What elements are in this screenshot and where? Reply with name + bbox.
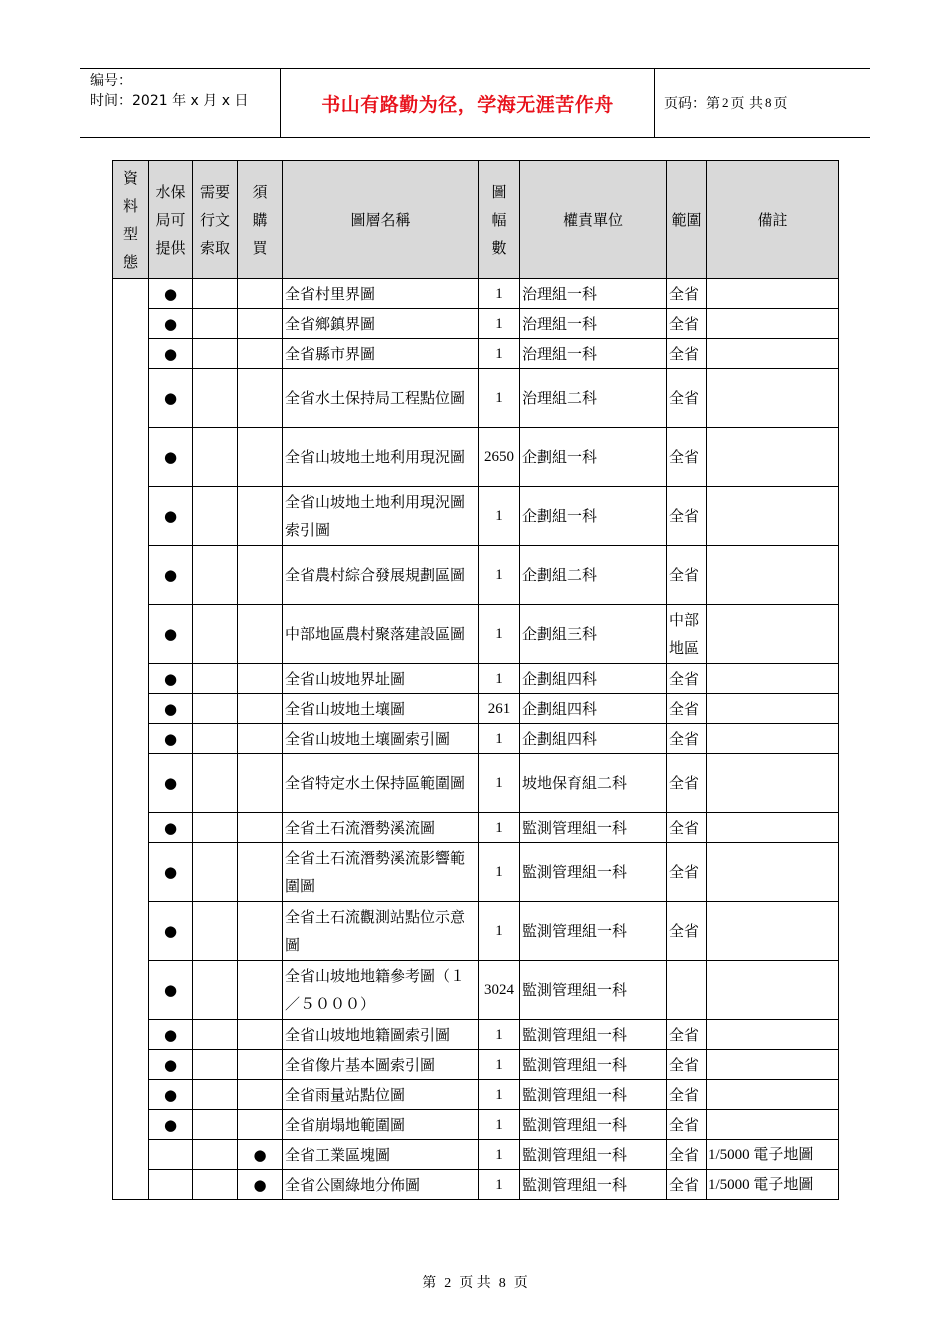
request-cell	[193, 1110, 238, 1140]
unit-cell: 監測管理組一科	[520, 1140, 667, 1170]
col-sheets	[479, 161, 520, 279]
scope-cell: 全省	[667, 369, 707, 428]
request-cell	[193, 428, 238, 487]
header-line: 態	[122, 252, 138, 271]
layer-name-cell: 全省村里界圖	[283, 279, 479, 309]
note-cell	[707, 902, 839, 961]
request-cell	[193, 369, 238, 428]
unit-cell: 監測管理組一科	[520, 1050, 667, 1080]
sheets-cell: 1	[479, 1110, 520, 1140]
unit-cell: 監測管理組一科	[520, 1020, 667, 1050]
table-row	[113, 813, 839, 843]
footer-prefix: 第	[422, 1276, 437, 1291]
request-cell	[193, 694, 238, 724]
scope-cell: 全省	[667, 1170, 707, 1200]
provide-cell: ●	[149, 1110, 193, 1140]
buy-cell	[238, 724, 283, 754]
page-prefix: 页码：第	[664, 96, 720, 112]
table-row	[113, 664, 839, 694]
buy-cell	[238, 1020, 283, 1050]
table-row	[113, 1170, 839, 1200]
sheets-cell: 1	[479, 724, 520, 754]
header-divider	[654, 69, 655, 137]
note-cell	[707, 1110, 839, 1140]
layer-name-cell: 全省土石流觀測站點位示意圖	[283, 902, 479, 961]
table-row	[113, 754, 839, 813]
header-line: 行文	[199, 210, 230, 229]
scope-cell: 中部地區	[667, 605, 707, 664]
scope-cell: 全省	[667, 428, 707, 487]
sheets-cell: 1	[479, 754, 520, 813]
note-cell: 1/5000 電子地圖	[707, 1170, 839, 1200]
scope-cell: 全省	[667, 813, 707, 843]
buy-cell	[238, 487, 283, 546]
provide-cell: ●	[149, 813, 193, 843]
unit-cell: 治理組一科	[520, 339, 667, 369]
sheets-cell: 1	[479, 843, 520, 902]
request-cell	[193, 813, 238, 843]
sheets-cell: 1	[479, 813, 520, 843]
layer-name-cell: 全省山坡地地籍參考圖（１／５０００）	[283, 961, 479, 1020]
note-cell	[707, 428, 839, 487]
sheets-cell: 2650	[479, 428, 520, 487]
buy-cell	[238, 546, 283, 605]
header-line: 提供	[155, 238, 186, 257]
scope-cell: 全省	[667, 546, 707, 605]
request-cell	[193, 961, 238, 1020]
layer-name-cell: 全省雨量站點位圖	[283, 1080, 479, 1110]
buy-cell	[238, 902, 283, 961]
table-row	[113, 1140, 839, 1170]
sheets-cell: 1	[479, 279, 520, 309]
buy-cell	[238, 369, 283, 428]
provide-cell: ●	[149, 309, 193, 339]
provide-cell: ●	[149, 961, 193, 1020]
provide-cell: ●	[149, 1020, 193, 1050]
scope-cell: 全省	[667, 1080, 707, 1110]
provide-cell: ●	[149, 428, 193, 487]
header-line: 圖	[491, 182, 507, 201]
header-motto: 书山有路勤为径，学海无涯苦作舟	[321, 93, 614, 116]
buy-cell	[238, 1050, 283, 1080]
layer-name-cell: 全省工業區塊圖	[283, 1140, 479, 1170]
unit-cell: 企劃組一科	[520, 428, 667, 487]
request-cell	[193, 754, 238, 813]
table-row	[113, 1080, 839, 1110]
buy-cell	[238, 1080, 283, 1110]
layer-name-cell: 全省農村綜合發展規劃區圖	[283, 546, 479, 605]
unit-cell: 治理組二科	[520, 369, 667, 428]
header-line: 資	[122, 168, 138, 187]
layer-name-cell: 全省像片基本圖索引圖	[283, 1050, 479, 1080]
unit-cell: 企劃組二科	[520, 546, 667, 605]
buy-cell	[238, 605, 283, 664]
request-cell	[193, 1080, 238, 1110]
scope-cell: 全省	[667, 1110, 707, 1140]
header-line: 數	[491, 238, 507, 257]
unit-cell: 監測管理組一科	[520, 1110, 667, 1140]
provide-cell: ●	[149, 369, 193, 428]
note-cell: 1/5000 電子地圖	[707, 1140, 839, 1170]
footer-current: 2	[444, 1276, 452, 1291]
header-line: 買	[252, 238, 268, 257]
provide-cell: ●	[149, 605, 193, 664]
buy-cell	[238, 1110, 283, 1140]
layer-name-cell: 全省山坡地地籍圖索引圖	[283, 1020, 479, 1050]
layer-name-cell: 全省山坡地土壤圖索引圖	[283, 724, 479, 754]
header-page-number	[664, 69, 787, 137]
layer-name-cell: 全省縣市界圖	[283, 339, 479, 369]
sheets-cell: 1	[479, 1080, 520, 1110]
scope-cell: 全省	[667, 694, 707, 724]
note-cell	[707, 754, 839, 813]
layer-name-cell: 全省山坡地界址圖	[283, 664, 479, 694]
request-cell	[193, 902, 238, 961]
table-row	[113, 1020, 839, 1050]
note-cell	[707, 1080, 839, 1110]
layer-name-cell: 全省山坡地土地利用現況圖索引圖	[283, 487, 479, 546]
layer-name-cell: 全省公園綠地分佈圖	[283, 1170, 479, 1200]
scope-cell: 全省	[667, 487, 707, 546]
buy-cell	[238, 664, 283, 694]
request-cell	[193, 546, 238, 605]
provide-cell: ●	[149, 694, 193, 724]
col-note: 備註	[707, 161, 839, 279]
layer-name-cell: 全省崩塌地範圍圖	[283, 1110, 479, 1140]
col-unit: 權責單位	[520, 161, 667, 279]
sheets-cell: 1	[479, 1020, 520, 1050]
unit-cell: 監測管理組一科	[520, 902, 667, 961]
sheets-cell: 1	[479, 546, 520, 605]
header-line: 須	[252, 182, 268, 201]
scope-cell: 全省	[667, 279, 707, 309]
table-row	[113, 339, 839, 369]
provide-cell: ●	[149, 902, 193, 961]
request-cell	[193, 605, 238, 664]
sheets-cell: 1	[479, 339, 520, 369]
table-row	[113, 843, 839, 902]
note-cell	[707, 339, 839, 369]
request-cell	[193, 1020, 238, 1050]
header-line: 幅	[491, 210, 507, 229]
footer-mid: 页 共	[459, 1276, 491, 1291]
layer-name-cell: 全省水土保持局工程點位圖	[283, 369, 479, 428]
scope-cell: 全省	[667, 843, 707, 902]
table-row	[113, 902, 839, 961]
buy-cell	[238, 339, 283, 369]
note-cell	[707, 1020, 839, 1050]
note-cell	[707, 605, 839, 664]
page-total: 8	[764, 95, 772, 110]
header-line: 料	[122, 196, 138, 215]
unit-cell: 監測管理組一科	[520, 1170, 667, 1200]
note-cell	[707, 1050, 839, 1080]
scope-cell: 全省	[667, 754, 707, 813]
sheets-cell: 1	[479, 605, 520, 664]
provide-cell: ●	[149, 664, 193, 694]
table-row	[113, 1050, 839, 1080]
provide-cell: ●	[149, 546, 193, 605]
request-cell	[193, 664, 238, 694]
provide-cell: ●	[149, 487, 193, 546]
unit-cell: 監測管理組一科	[520, 813, 667, 843]
request-cell	[193, 843, 238, 902]
table-row	[113, 279, 839, 309]
time-label: 时间：2021 年 x 月 x 日	[90, 93, 249, 109]
unit-cell: 企劃組三科	[520, 605, 667, 664]
unit-cell: 監測管理組一科	[520, 1080, 667, 1110]
sheets-cell: 3024	[479, 961, 520, 1020]
unit-cell: 監測管理組一科	[520, 843, 667, 902]
footer-total: 8	[498, 1276, 506, 1291]
unit-cell: 企劃組四科	[520, 724, 667, 754]
request-cell	[193, 1050, 238, 1080]
layer-name-cell: 全省特定水土保持區範圍圖	[283, 754, 479, 813]
layer-name-cell: 全省土石流潛勢溪流圖	[283, 813, 479, 843]
sheets-cell: 1	[479, 487, 520, 546]
unit-cell: 治理組一科	[520, 309, 667, 339]
table-row	[113, 546, 839, 605]
buy-cell	[238, 428, 283, 487]
sheets-cell: 1	[479, 1170, 520, 1200]
data-type-cell	[113, 279, 149, 1200]
col-layer-name: 圖層名稱	[283, 161, 479, 279]
request-cell	[193, 724, 238, 754]
header-line: 購	[252, 210, 268, 229]
unit-cell: 企劃組四科	[520, 664, 667, 694]
note-cell	[707, 664, 839, 694]
unit-cell: 治理組一科	[520, 279, 667, 309]
buy-cell	[238, 309, 283, 339]
request-cell	[193, 309, 238, 339]
scope-cell: 全省	[667, 902, 707, 961]
layer-table	[112, 160, 839, 1200]
layer-name-cell: 中部地區農村聚落建設區圖	[283, 605, 479, 664]
unit-cell: 監測管理組一科	[520, 961, 667, 1020]
provide-cell: ●	[149, 339, 193, 369]
table-row	[113, 369, 839, 428]
sheets-cell: 1	[479, 664, 520, 694]
request-cell	[193, 487, 238, 546]
note-cell	[707, 487, 839, 546]
request-cell	[193, 1170, 238, 1200]
header-meta	[80, 69, 280, 137]
note-cell	[707, 813, 839, 843]
scope-cell: 全省	[667, 1020, 707, 1050]
buy-cell	[238, 754, 283, 813]
scope-cell: 全省	[667, 724, 707, 754]
scope-cell: 全省	[667, 309, 707, 339]
note-cell	[707, 279, 839, 309]
scope-cell: 全省	[667, 1140, 707, 1170]
request-cell	[193, 1140, 238, 1170]
provide-cell: ●	[149, 279, 193, 309]
table-row	[113, 724, 839, 754]
sheets-cell: 1	[479, 369, 520, 428]
sheets-cell: 1	[479, 309, 520, 339]
unit-cell: 企劃組一科	[520, 487, 667, 546]
sheets-cell: 1	[479, 1050, 520, 1080]
table-row	[113, 605, 839, 664]
page-suffix: 页	[773, 96, 788, 112]
provide-cell: ●	[149, 843, 193, 902]
provide-cell: ●	[149, 1080, 193, 1110]
col-request	[193, 161, 238, 279]
col-scope: 範圍	[667, 161, 707, 279]
scope-cell	[667, 961, 707, 1020]
table-header-row	[113, 161, 839, 279]
header-line: 型	[122, 224, 138, 243]
layer-name-cell: 全省山坡地土地利用現況圖	[283, 428, 479, 487]
provide-cell	[149, 1140, 193, 1170]
table-row	[113, 1110, 839, 1140]
table-row	[113, 309, 839, 339]
sheets-cell: 1	[479, 1140, 520, 1170]
note-cell	[707, 369, 839, 428]
provide-cell: ●	[149, 754, 193, 813]
buy-cell	[238, 694, 283, 724]
provide-cell: ●	[149, 724, 193, 754]
buy-cell	[238, 813, 283, 843]
sheets-cell: 1	[479, 902, 520, 961]
table-row	[113, 961, 839, 1020]
provide-cell: ●	[149, 1050, 193, 1080]
request-cell	[193, 339, 238, 369]
header-line: 索取	[199, 238, 230, 257]
header-line: 需要	[199, 182, 230, 201]
table-row	[113, 487, 839, 546]
footer-suffix: 页	[513, 1276, 528, 1291]
scope-cell: 全省	[667, 664, 707, 694]
unit-cell: 企劃組四科	[520, 694, 667, 724]
note-cell	[707, 961, 839, 1020]
layer-name-cell: 全省土石流潛勢溪流影響範圍圖	[283, 843, 479, 902]
layer-name-cell: 全省鄉鎮界圖	[283, 309, 479, 339]
col-buy	[238, 161, 283, 279]
number-label: 编号：	[90, 73, 132, 89]
buy-cell: ●	[238, 1140, 283, 1170]
buy-cell	[238, 843, 283, 902]
request-cell	[193, 279, 238, 309]
note-cell	[707, 546, 839, 605]
sheets-cell: 261	[479, 694, 520, 724]
provide-cell	[149, 1170, 193, 1200]
col-provide	[149, 161, 193, 279]
note-cell	[707, 309, 839, 339]
page-footer	[0, 1272, 950, 1292]
header-line: 局可	[155, 210, 186, 229]
buy-cell	[238, 279, 283, 309]
table-row	[113, 694, 839, 724]
buy-cell	[238, 961, 283, 1020]
note-cell	[707, 694, 839, 724]
note-cell	[707, 724, 839, 754]
note-cell	[707, 843, 839, 902]
document-header	[80, 68, 870, 138]
layer-name-cell: 全省山坡地土壤圖	[283, 694, 479, 724]
unit-cell: 坡地保育組二科	[520, 754, 667, 813]
header-line: 水保	[155, 182, 186, 201]
page-current: 2	[722, 95, 729, 110]
table-row	[113, 428, 839, 487]
scope-cell: 全省	[667, 1050, 707, 1080]
scope-cell: 全省	[667, 339, 707, 369]
page-mid: 页 共	[730, 96, 763, 112]
buy-cell: ●	[238, 1170, 283, 1200]
col-data-type	[113, 161, 149, 279]
